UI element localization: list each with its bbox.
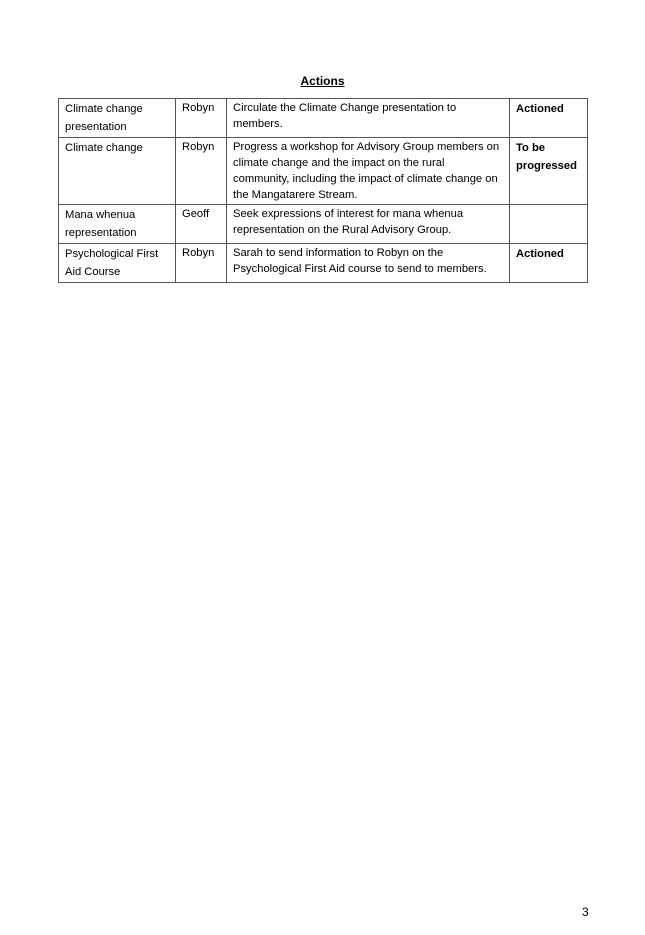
action-description: Circulate the Climate Change presentation to members. — [227, 99, 510, 138]
action-topic: Climate change presentation — [59, 99, 176, 138]
table-row — [59, 138, 588, 205]
actions-table — [58, 98, 588, 283]
action-status: Actioned — [510, 99, 588, 138]
action-owner: Robyn — [176, 99, 227, 138]
table-row — [59, 205, 588, 244]
action-description: Progress a workshop for Advisory Group members on climate change and the impact on the rural community, including the impact of climate change on the Mangatarere Stream. — [227, 138, 510, 205]
action-topic: Mana whenua representation — [59, 205, 176, 244]
page-title: Actions — [300, 74, 345, 88]
action-owner: Geoff — [176, 205, 227, 244]
action-owner: Robyn — [176, 138, 227, 205]
action-status — [510, 205, 588, 244]
action-description: Seek expressions of interest for mana whenua representation on the Rural Advisory Group. — [227, 205, 510, 244]
page-number: 3 — [582, 905, 589, 919]
action-description: Sarah to send information to Robyn on the Psychological First Aid course to send to members. — [227, 244, 510, 283]
table-row — [59, 244, 588, 283]
action-status: Actioned — [510, 244, 588, 283]
table-row — [59, 99, 588, 138]
action-owner: Robyn — [176, 244, 227, 283]
action-topic: Climate change — [59, 138, 176, 205]
action-topic: Psychological First Aid Course — [59, 244, 176, 283]
action-status: To be progressed — [510, 138, 588, 205]
